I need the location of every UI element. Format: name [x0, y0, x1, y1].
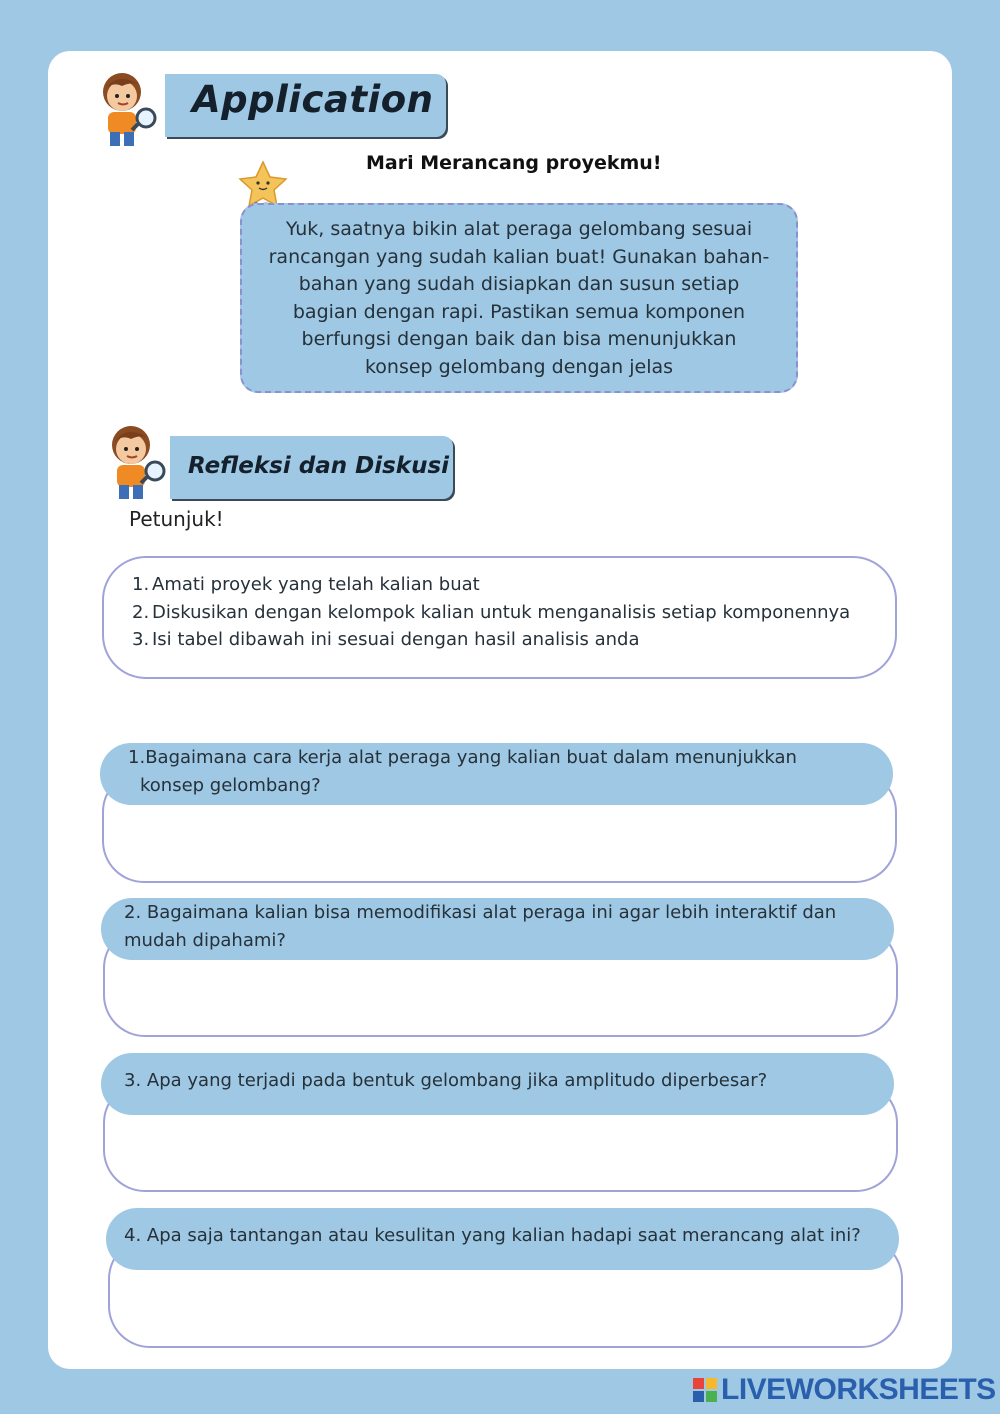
- question-text-1: Bagaimana cara kerja alat peraga yang kalian buat dalam menunjukkan: [145, 747, 797, 768]
- answer-input-3[interactable]: [125, 1113, 876, 1178]
- project-subtitle: Mari Merancang proyekmu!: [366, 152, 662, 174]
- boy-with-magnifier-icon: [97, 417, 177, 505]
- instructions-label: Petunjuk!: [129, 507, 224, 531]
- liveworksheets-logo-icon: [692, 1377, 718, 1403]
- question-text-2: Bagaimana kalian bisa memodifikasi alat peraga ini agar lebih interaktif dan: [146, 902, 837, 923]
- answer-input-2[interactable]: [125, 958, 876, 1023]
- question-bar-3: 3. Apa yang terjadi pada bentuk gelombang jika amplitudo diperbesar?: [101, 1053, 894, 1115]
- instruction-item: 2. Diskusikan dengan kelompok kalian untuk menganalisis setiap komponennya: [132, 601, 851, 623]
- reflection-title: Refleksi dan Diskusi: [188, 453, 450, 479]
- instruction-item: 1. Amati proyek yang telah kalian buat: [132, 574, 480, 595]
- instructions-box: [102, 556, 897, 679]
- answer-input-4[interactable]: [130, 1269, 881, 1334]
- question-bar-4: 4. Apa saja tantangan atau kesulitan yang kalian hadapi saat merancang alat ini?: [106, 1208, 899, 1270]
- question-text-3: Apa yang terjadi pada bentuk gelombang jika amplitudo diperbesar?: [146, 1070, 768, 1091]
- project-instruction-note: Yuk, saatnya bikin alat peraga gelombang sesuai rancangan yang sudah kalian buat! Gunakan bahan-bahan yang sudah disiapkan dan susun setiap bagian dengan rapi. Pastikan semua komponen berfungsi dengan baik dan bisa menunjukkan konsep gelombang dengan jelas: [240, 203, 798, 393]
- question-text-4: Apa saja tantangan atau kesulitan yang kalian hadapi saat merancang alat ini?: [146, 1225, 861, 1246]
- instruction-item: 3. Isi tabel dibawah ini sesuai dengan hasil analisis anda: [132, 629, 640, 651]
- boy-with-magnifier-icon: [88, 64, 168, 152]
- application-title: Application: [192, 78, 434, 121]
- question-bar-2: 2. Bagaimana kalian bisa memodifikasi alat peraga ini agar lebih interaktif dan mudah dipahami?: [101, 898, 894, 960]
- liveworksheets-footer[interactable]: [692, 1374, 996, 1406]
- answer-input-1[interactable]: [124, 802, 875, 869]
- brand-name: LIVEWORKSHEETS: [721, 1373, 996, 1406]
- question-bar-1: 1.Bagaimana cara kerja alat peraga yang kalian buat dalam menunjukkan konsep gelombang?: [100, 743, 893, 805]
